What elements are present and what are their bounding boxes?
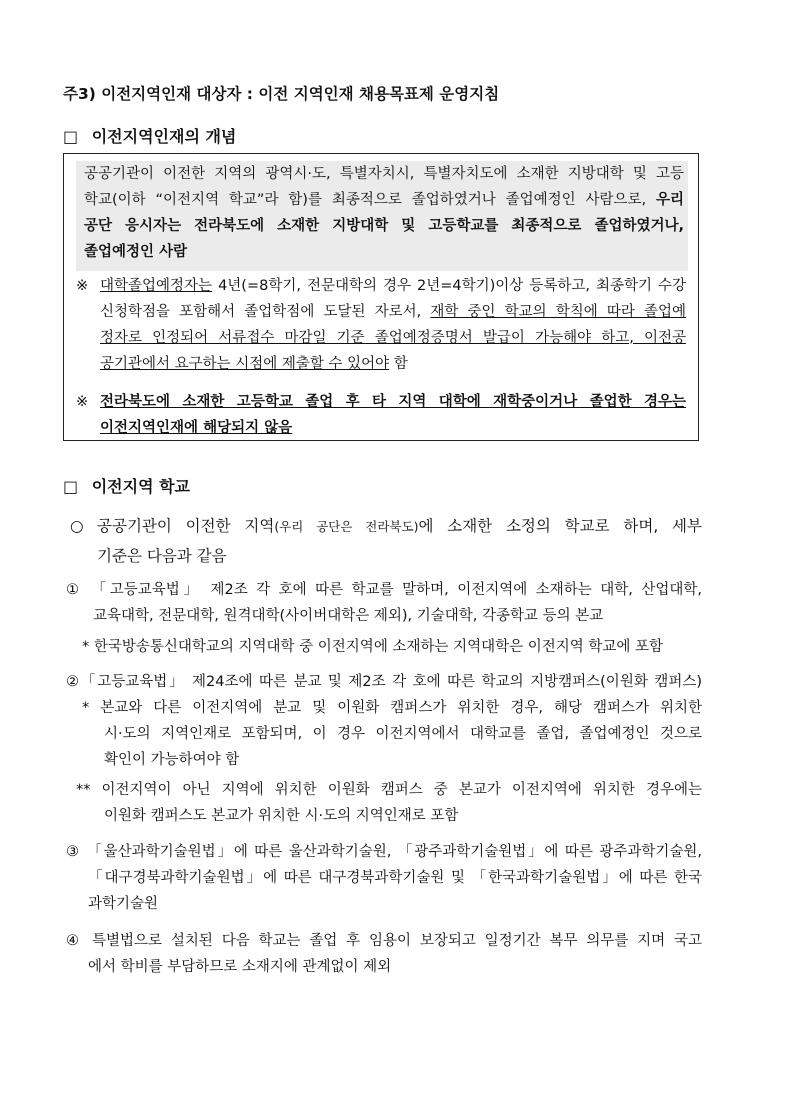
circle-bullet-icon: ○: [70, 517, 84, 535]
item-1-note: * 한국방송통신대학교의 지역대학 중 이전지역에 소재하는 지역대학은 이전지역 학교에 포함: [82, 639, 663, 655]
item-1-line: ① 「고등교육법」 제2조 각 호에 따른 학교를 말하며, 이전지역에 소재하는 대학, 산업대학,: [66, 582, 702, 598]
section-heading-schools: [63, 474, 190, 497]
item-2-note: 확인이 가능하여야 함: [104, 752, 240, 768]
box-note-line-bold: 이전지역인재에 해당되지 않음: [100, 420, 293, 436]
reference-mark: ※: [76, 278, 89, 294]
item-3-line: 과학기술원: [88, 896, 159, 912]
item-2-note: ** 이전지역이 아닌 지역에 위치한 이원화 캠퍼스 중 본교가 이전지역에 위치한 경우에는: [76, 782, 702, 798]
box-line-bold: 공단 응시자는 전라북도에 소재한 지방대학 및 고등학교를 최종적으로 졸업하였거나,: [84, 218, 684, 234]
box-note-line: 신청학점을 포함해서 졸업학점에 도달된 자로서, 재학 중인 학교의 학칙에 따라 졸업예: [100, 304, 687, 320]
box-note-line: 공기관에서 요구하는 시점에 제출할 수 있어야 함: [100, 356, 408, 372]
item-3-line: 「대구경북과학기술원법」에 따른 대구경북과학기술원 및 「한국과학기술원법」에 따른 한국: [88, 870, 702, 886]
section-heading-concept: [63, 124, 236, 147]
checkbox-square-icon: □: [63, 127, 79, 146]
item-4-line: 에서 학비를 부담하므로 소재지에 관계없이 제외: [88, 959, 392, 975]
section-heading-text: 이전지역인재의 개념: [91, 127, 237, 146]
definition-box: [63, 153, 699, 441]
note-title: 주3) 이전지역인재 대상자 : 이전 지역인재 채용목표제 운영지침: [63, 85, 500, 103]
box-line-bold: 졸업예정인 사람: [84, 244, 188, 260]
item-1-line: 교육대학, 전문대학, 원격대학(사이버대학은 제외), 기술대학, 각종학교 등의 본교: [93, 608, 604, 624]
box-note-line-bold: 전라북도에 소재한 고등학교 졸업 후 타 지역 대학에 재학중이거나 졸업한 경우는: [100, 394, 686, 410]
intro-line: 공공기관이 이전한 지역(우리 공단은 전라북도)에 소재한 소정의 학교로 하며, 세부: [97, 517, 702, 535]
intro-line: 기준은 다음과 같음: [97, 547, 227, 565]
item-3-line: ③ 「울산과학기술원법」에 따른 울산과학기술원, 「광주과학기술원법」에 따른 광주과학기술원,: [66, 844, 702, 860]
item-2-line: ②「고등교육법」 제24조에 따른 분교 및 제2조 각 호에 따른 학교의 지방캠퍼스(이원화 캠퍼스): [66, 674, 702, 690]
section-heading-text: 이전지역 학교: [91, 477, 191, 496]
box-line: 공공기관이 이전한 지역의 광역시·도, 특별자치시, 특별자치도에 소재한 지방대학 및 고등: [84, 166, 684, 182]
box-line: 학교(이하 “이전지역 학교”라 함)를 최종적으로 졸업하였거나 졸업예정인 사람으로, 우리: [84, 192, 684, 208]
checkbox-square-icon: □: [63, 477, 79, 496]
item-4-line: ④ 특별법으로 설치된 다음 학교는 졸업 후 임용이 보장되고 일정기간 복무 의무를 지며 국고: [66, 933, 702, 949]
box-note-line: 정자로 인정되어 서류접수 마감일 기준 졸업예정증명서 발급이 가능해야 하고, 이전공: [100, 330, 686, 346]
reference-mark: ※: [76, 394, 89, 410]
item-2-note: 이원화 캠퍼스도 본교가 위치한 시·도의 지역인재로 포함: [104, 808, 459, 824]
item-2-note: 시·도의 지역인재로 포함되며, 이 경우 이전지역에서 대학교를 졸업, 졸업예정인 것으로: [104, 726, 702, 742]
item-2-note: * 본교와 다른 이전지역에 분교 및 이원화 캠퍼스가 위치한 경우, 해당 캠퍼스가 위치한: [82, 700, 702, 716]
box-note-line: 대학졸업예정자는 4년(=8학기, 전문대학의 경우 2년=4학기)이상 등록하고, 최종학기 수강: [100, 278, 686, 294]
